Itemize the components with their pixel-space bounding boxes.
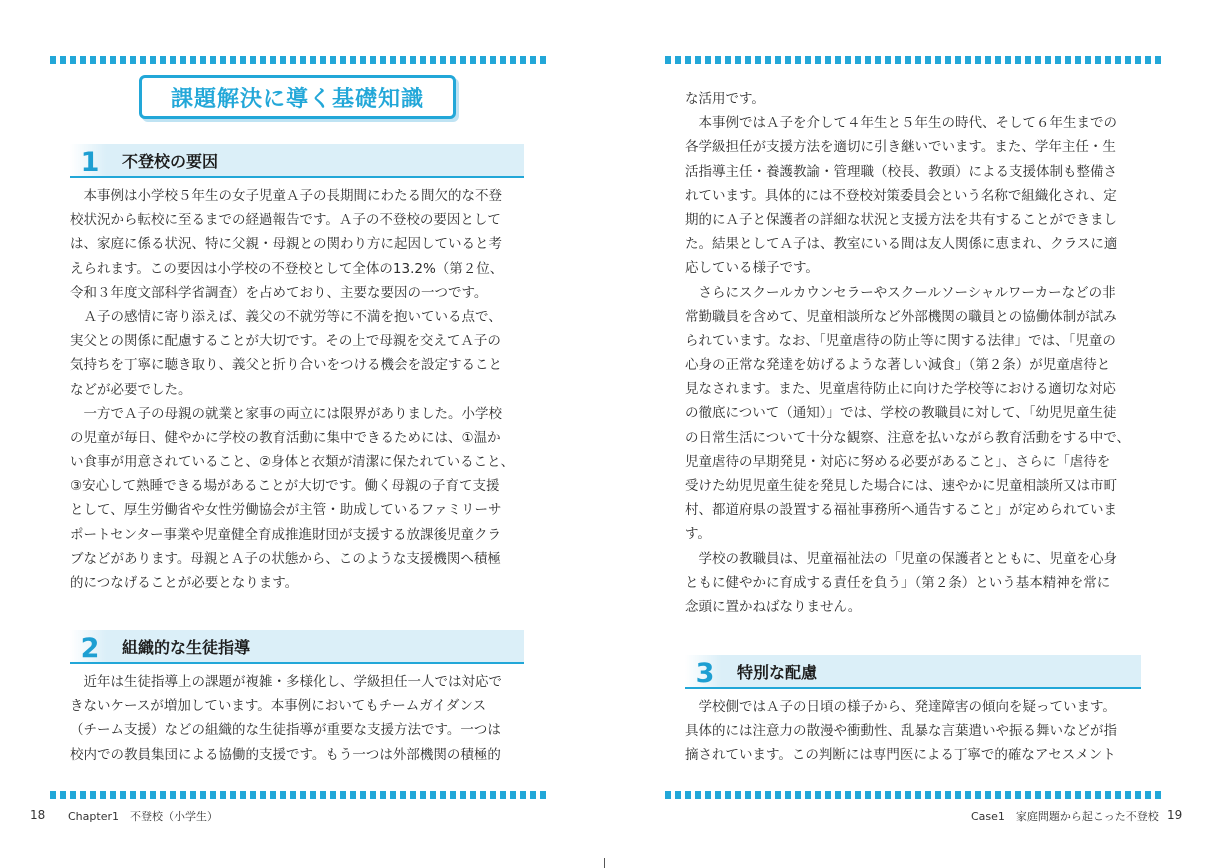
text-line: な活用です。 xyxy=(685,91,765,107)
text-line: などが必要でした。 xyxy=(70,381,192,398)
section-heading-2 xyxy=(70,630,524,664)
section-number: 1 xyxy=(80,146,100,178)
banner-title: 課題解決に導く基礎知識 xyxy=(170,86,424,112)
text-line: 実父との関係に配慮することが大切です。その上で母親を交えてＡ子の xyxy=(70,333,501,350)
text-line: Ａ子の感情に寄り添えば、義父の不就労等に不満を抱いている点で、 xyxy=(70,308,502,325)
text-line: きないケースが増加しています。本事例においてもチームガイダンス xyxy=(70,698,487,715)
text-line: えられます。この要因は小学校の不登校として全体の13.2%（第２位、 xyxy=(70,260,504,277)
text-line: れています。具体的には不登校対策委員会という名称で組織化され、定 xyxy=(685,187,1117,204)
top-dotted-rule xyxy=(50,56,548,64)
text-line: ③安心して熟睡できる場があることが大切です。働く母親の子育て支援 xyxy=(70,478,500,495)
text-line: ポートセンター事業や児童健全育成推進財団が支援する放課後児童クラ xyxy=(70,526,502,543)
page-number: 18 xyxy=(30,808,46,822)
text-line: の日常生活について十分な観察、注意を払いながら教育活動をする中で、 xyxy=(685,429,1130,446)
section-number: 3 xyxy=(695,657,715,689)
text-line: 心身の正常な発達を妨げるような著しい減食」（第２条）が児童虐待と xyxy=(685,357,1111,374)
text-line: 気持ちを丁寧に聴き取り、義父と折り合いをつける機会を設定すること xyxy=(70,357,502,374)
text-line: 校状況から転校に至るまでの経過報告です。Ａ子の不登校の要因として xyxy=(70,212,501,229)
left-page xyxy=(0,0,604,868)
section-number: 2 xyxy=(80,632,100,664)
section-3-body xyxy=(685,695,1117,768)
text-line: 念頭に置かねばなりません。 xyxy=(685,598,862,615)
text-line: 学校の教職員は、児童福祉法の「児童の保護者とともに、児童を心身 xyxy=(685,550,1117,567)
chapter-banner xyxy=(139,75,456,119)
text-line: 村、都道府県の設置する福祉事務所へ通告すること」が定められていま xyxy=(685,502,1117,519)
text-line: 応している様子です。 xyxy=(685,260,819,277)
running-head: Chapter1 不登校（小学生） xyxy=(68,810,218,823)
bottom-dotted-rule xyxy=(665,791,1163,799)
text-line: た。結果としてＡ子は、教室にいる間は友人関係に恵まれ、クラスに適 xyxy=(685,236,1118,253)
text-line: 本事例ではＡ子を介して４年生と５年生の時代、そして６年生までの xyxy=(685,115,1117,132)
section-title: 組織的な生徒指導 xyxy=(122,637,251,657)
section-heading-3 xyxy=(685,655,1141,689)
text-line: 一方でＡ子の母親の就業と家事の両立には限界がありました。小学校 xyxy=(70,405,502,422)
bottom-dotted-rule xyxy=(50,791,548,799)
running-head: Case1 家庭問題から起こった不登校 xyxy=(971,810,1159,823)
section-1-body xyxy=(70,184,514,595)
text-line: 的につなげることが必要となります。 xyxy=(70,575,299,591)
text-line: 学校側ではＡ子の日頃の様子から、発達障害の傾向を疑っています。 xyxy=(685,699,1116,715)
text-line: は、家庭に係る状況、特に父親・母親との関わり方に起因していると考 xyxy=(70,236,502,253)
section-title: 不登校の要因 xyxy=(122,151,219,171)
text-line: 校内での教員集団による協働的支援です。もう一つは外部機関の積極的 xyxy=(70,746,501,763)
page-number: 19 xyxy=(1167,808,1183,822)
text-line: ブなどがあります。母親とＡ子の状態から、このような支援機関へ積極 xyxy=(70,550,501,567)
text-line: 活指導主任・養護教諭・管理職（校長、教頭）による支援体制も整備さ xyxy=(685,163,1117,180)
text-line: さらにスクールカウンセラーやスクールソーシャルワーカーなどの非 xyxy=(685,284,1116,301)
text-line: 近年は生徒指導上の課題が複雑・多様化し、学級担任一人では対応で xyxy=(70,674,502,690)
text-line: 受けた幼児児童生徒を発見した場合には、速やかに児童相談所又は市町 xyxy=(685,478,1117,494)
text-line: 各学級担任が支援方法を適切に引き継いでいます。また、学年主任・生 xyxy=(685,139,1116,156)
text-line: 常勤職員を含めて、児童相談所など外部機関の職員との協働体制が試み xyxy=(685,308,1117,325)
text-line: の徹底について（通知）」では、学校の教職員に対して、「幼児児童生徒 xyxy=(685,405,1117,422)
section-title: 特別な配慮 xyxy=(737,662,818,682)
text-line: い食事が用意されていること、②身体と衣類が清潔に保たれていること、 xyxy=(70,454,515,471)
text-line: 児童虐待の早期発見・対応に努める必要があること」、さらに「虐待を xyxy=(685,453,1111,470)
text-line: 令和３年度文部科学省調査）を占めており、主要な要因の一つです。 xyxy=(70,284,488,301)
text-line: ともに健やかに育成する責任を負う」（第２条）という基本精神を常に xyxy=(685,574,1111,591)
text-line: （チーム支援）などの組織的な生徒指導が重要な支援方法です。一つは xyxy=(70,722,501,739)
text-line: 具体的には注意力の散漫や衝動性、乱暴な言葉遣いや振る舞いなどが指 xyxy=(685,723,1117,740)
text-line: す。 xyxy=(685,526,711,543)
text-line: 期的にＡ子と保護者の詳細な状況と支援方法を共有することができまし xyxy=(685,211,1117,228)
continued-body xyxy=(685,87,1130,619)
text-line: られています。なお、「児童虐待の防止等に関する法律」では、「児童の xyxy=(685,332,1116,349)
text-line: 見なされます。また、児童虐待防止に向けた学校等における適切な対応 xyxy=(685,381,1116,398)
text-line: 本事例は小学校５年生の女子児童Ａ子の長期間にわたる間欠的な不登 xyxy=(70,188,502,204)
top-dotted-rule xyxy=(665,56,1163,64)
text-line: 摘されています。この判断には専門医による丁寧で的確なアセスメント xyxy=(685,747,1116,764)
gutter-mark xyxy=(604,858,605,868)
text-line: として、厚生労働省や女性労働協会が主管・助成しているファミリーサ xyxy=(70,502,502,519)
section-2-body xyxy=(70,670,502,767)
section-heading-1 xyxy=(70,144,524,178)
text-line: の児童が毎日、健やかに学校の教育活動に集中できるためには、①温か xyxy=(70,429,501,446)
right-page xyxy=(605,0,1209,868)
